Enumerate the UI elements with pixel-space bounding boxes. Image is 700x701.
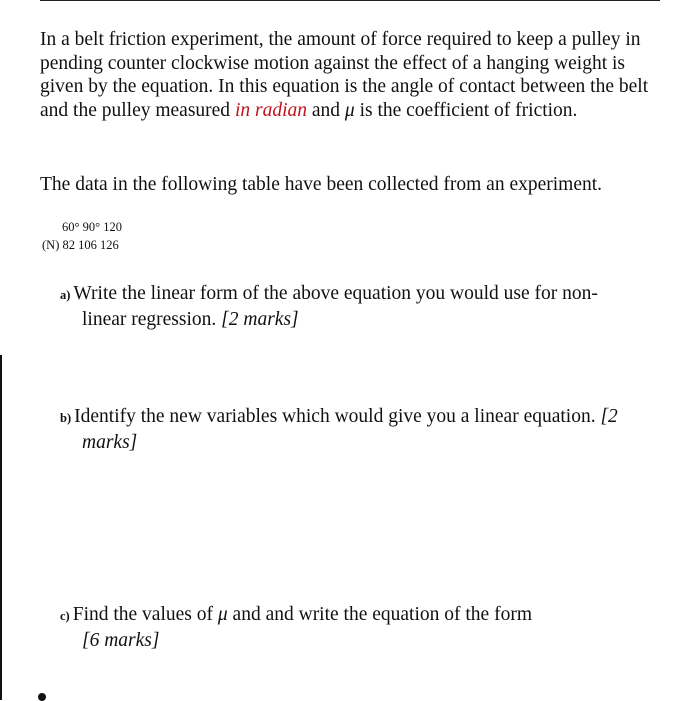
question-b-label: b) bbox=[60, 411, 72, 425]
question-c bbox=[60, 603, 660, 652]
intro-paragraph bbox=[40, 28, 670, 122]
question-a-line1: Write the linear form of the above equation you would use for non- bbox=[73, 283, 598, 304]
question-a-line2-wrap bbox=[60, 308, 660, 332]
question-b-line1: Identify the new variables which would give you a linear equation. bbox=[74, 406, 601, 427]
question-b-marks-part2: marks] bbox=[82, 431, 138, 453]
question-c-marks: [6 marks] bbox=[82, 629, 160, 651]
question-b bbox=[60, 405, 660, 454]
left-page-edge bbox=[0, 355, 2, 700]
intro-highlight: in radian bbox=[234, 99, 307, 121]
question-c-mu-symbol: μ bbox=[217, 604, 228, 625]
intro-text-mid: and bbox=[307, 99, 345, 121]
question-c-label: c) bbox=[60, 609, 70, 623]
question-b-marks-part1: [2 bbox=[600, 406, 618, 427]
table-intro: The data in the following table have been collected from an experiment. bbox=[40, 174, 603, 195]
question-c-text-end: and and write the equation of the form bbox=[227, 604, 532, 625]
question-a bbox=[60, 282, 660, 331]
table-row-angles: 60° 90° 120 bbox=[62, 220, 122, 234]
table-row-forces: (N) 82 106 126 bbox=[42, 238, 119, 252]
question-a-line2: linear regression. bbox=[82, 308, 222, 330]
mu-symbol: μ bbox=[344, 99, 355, 121]
intro-text-start: In a belt friction experiment, the amount of force required to keep a pulley in pending counter clockwise motion against the effect of a hanging weight is given by the equation. In this equation is the angle of contact between the belt and the pulley measured bbox=[40, 29, 649, 121]
question-a-label: a) bbox=[60, 288, 71, 302]
question-c-text-start: Find the values of bbox=[72, 604, 218, 625]
intro-text-end: is the coefficient of friction. bbox=[354, 99, 578, 121]
top-rule bbox=[40, 0, 660, 1]
question-a-marks: [2 marks] bbox=[221, 308, 299, 330]
